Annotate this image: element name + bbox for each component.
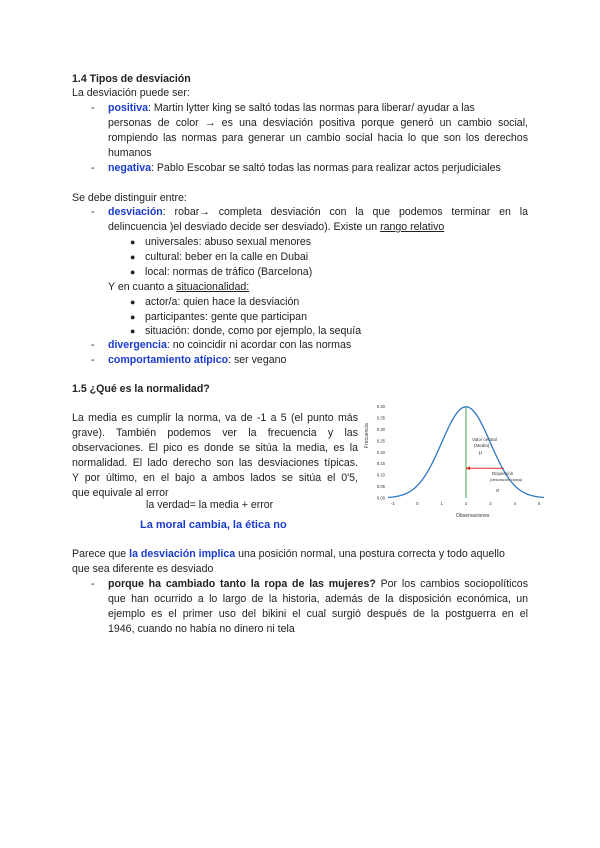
mean-symbol: μ <box>479 450 482 456</box>
arrow-head <box>466 466 470 470</box>
mean-sub: (Media) <box>474 443 490 448</box>
list-item: participantes: gente que participan <box>145 311 307 323</box>
x-tick-label: -1 <box>391 501 395 506</box>
y-axis-label: Frecuencia <box>364 423 370 448</box>
x-tick-label: 3 <box>489 501 492 506</box>
formula: la verdad= la media + error <box>146 499 274 511</box>
rango-relativo-link: rango relativo <box>380 221 445 233</box>
normal-distribution-chart <box>362 394 552 520</box>
x-ticks <box>391 501 541 506</box>
y-tick-label: 0.15 <box>376 461 385 467</box>
list-item: situación: donde, como por ejemplo, la sequía <box>145 325 362 337</box>
distinguish-text: Se debe distinguir entre: <box>72 192 187 204</box>
y-ticks <box>377 404 386 500</box>
y-tick-label: 0.20 <box>376 449 385 455</box>
disp-sub: (desviación típica) <box>490 477 523 482</box>
term-negativa: negativa <box>108 162 151 174</box>
x-tick-label: 4 <box>513 501 516 506</box>
disp-label: Dispersión <box>492 471 514 476</box>
section-title-1-4: 1.4 Tipos de desviación <box>72 73 191 85</box>
mean-label: Valor central <box>472 437 497 442</box>
y-tick-label: 0.10 <box>376 472 385 478</box>
question-bold: porque ha cambiado tanto la ropa de las mujeres? <box>108 578 376 590</box>
term-divergencia: divergencia <box>108 339 167 351</box>
list-item: actor/a: quien hace la desviación <box>145 296 300 308</box>
term-comportamiento-atipico: comportamiento atípico <box>108 354 229 366</box>
intro-text: La desviación puede ser: <box>72 87 190 99</box>
list-item: universales: abuso sexual menores <box>145 236 312 248</box>
y-tick-label: 0.40 <box>376 404 385 410</box>
y-tick-label: 0.30 <box>376 426 385 432</box>
list-item: local: normas de tráfico (Barcelona) <box>145 266 313 278</box>
y-tick-label: 0.00 <box>376 495 385 501</box>
x-tick-label: 1 <box>440 501 443 506</box>
x-tick-label: 0 <box>416 501 419 506</box>
list-item: cultural: beber en la calle en Dubai <box>145 251 309 263</box>
disp-symbol: σ <box>496 488 500 494</box>
x-tick-label: 5 <box>537 501 541 506</box>
term-positiva: positiva <box>108 102 149 114</box>
situacionalidad-intro: Y en cuanto a situacionalidad: <box>108 281 250 293</box>
x-tick-label: 2 <box>464 501 468 506</box>
term-desviacion: desviación <box>108 206 163 218</box>
moral-heading: La moral cambia, la ética no <box>140 519 287 531</box>
parece-paragraph: Parece que la desviación implica una posición normal, una postura correcta y todo aquello <box>72 548 505 560</box>
x-axis-label: Observaciones <box>456 513 490 519</box>
section-title-1-5: 1.5 ¿Qué es la normalidad? <box>72 383 210 395</box>
y-tick-label: 0.35 <box>376 415 385 421</box>
y-tick-label: 0.25 <box>376 438 385 444</box>
y-tick-label: 0.05 <box>376 484 385 490</box>
